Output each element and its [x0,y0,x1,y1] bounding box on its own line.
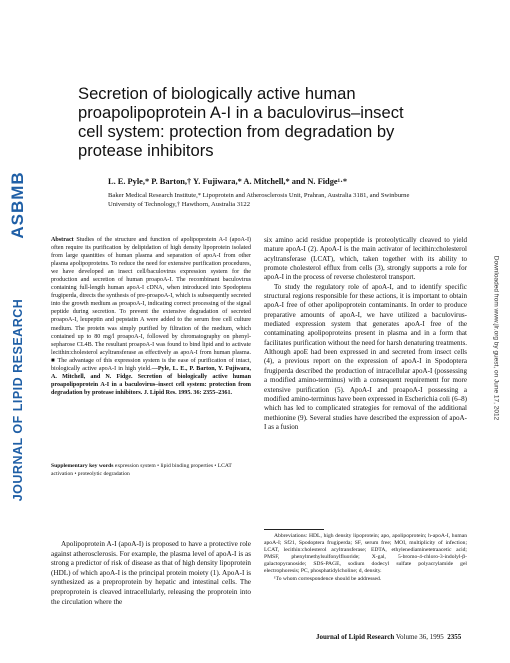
keywords-text: expression system • lipid binding properties • LCAT activation • proteolytic degradation [51,463,232,477]
footer-volume: Volume 36, 1995 [395,633,444,641]
download-watermark: Downloaded from www.jlr.org by guest, on June 17, 2012 [492,255,500,421]
author-list: L. E. Pyle,* P. Barton,† Y. Fujiwara,* A. Mitchell,* and N. Fidge¹·* [108,177,348,186]
abstract-block [51,236,251,397]
intro-text: Apolipoprotein A-I (apoA-I) is proposed to have a protective role against atherosclerosis. For example, the plasma level of apoA-I is as strong a predictor of risk of disease as that of high density lipoprotein (HDL) of which apoA-I is the principal protein moiety (1). ApoA-I is synthesized as a preproprotein by hepatic and intestinal cells. The preproprotein is cleaved intracellularly, releasing the proprotein into the circulation where the [51,540,252,606]
article-title: Secretion of biologically active human proapolipoprotein A-I in a baculovirus–insect cell system: protection from degradation by protease inhibitors [78,84,404,160]
keywords-label: Supplementary key words [51,463,114,469]
right-column [264,236,467,432]
page-number: 2355 [447,633,462,641]
page-footer [316,633,476,641]
keywords-block [51,463,251,478]
author-affiliation: Baker Medical Research Institute,* Lipoprotein and Atherosclerosis Unit, Prahran, Australia 3181, and Swinburne University of Technology,† Hawthorn, Australia 3122 [108,192,410,208]
abstract-label: Abstract [51,237,74,243]
footnotes [264,533,467,583]
intro-paragraph [51,540,251,607]
asbmb-logo: ASBMB [8,171,27,239]
journal-sidebar [0,0,36,663]
right-paragraph-1: six amino acid residue propeptide is proteolytically cleaved to yield mature apoA-I (2). ApoA-I is the main activator of lecithin:cholesterol acyltransferase (LCAT), which, taken together with its ability to promote cholesterol efflux from cells (3), strongly supports a role for apoA-I in the process of reverse cholesterol transport. [264,236,467,282]
footer-journal: Journal of Lipid Research [316,633,395,641]
correspondence-note: ¹To whom correspondence should be addressed. [274,575,382,582]
journal-name-vertical: JOURNAL OF LIPID RESEARCH [11,298,25,502]
abstract-text: Studies of the structure and function of apolipoprotein A-I (apoA-I) often require its purification by delipidation of high density lipoprotein isolated from large quantities of human plasma and separation of apoA-I from other plasma apolipoproteins. To reduce the need for extensive purification procedures, we have developed an insect cell/baculovirus expression system for the production and secretion of human proapoA-I. The recombinant baculovirus containing full-length human apoA-I cDNA, when introduced into Spodoptera frugiperda, directs the synthesis of pre-proapoA-I, which is subsequently secreted into the growth medium as proapoA-I, indicating correct processing of the signal peptide during secretion. To prevent the extensive degradation of secreted proapoA-I, leupeptin and pepstatin A were added to the serum free cell culture medium. The protein was simply purified by filtration of the medium, which contained up to 80 mg/l proapoA-I, followed by chromatography on phenyl-sepharose CL4B. The resultant proapoA-I was found to bind lipid and to activate lecithin:cholesterol acyltransferase as effectively as apoA-I from human plasma. ■ The advantage of this expression system is the ease of purification of intact, biologically active apoA-I in high yield. [51,237,251,372]
footnote-rule [264,529,324,530]
abbreviations-note: Abbreviations: HDL, high density lipoprotein; apo, apolipoprotein; h-apoA-I, human apoA-I; Sf21, Spodoptera frugiperda; SF, serum free; MOI, multiplicity of infection; LCAT, lecithin:cholesterol acyltransferase; EDTA, ethylenediaminetetraacetic acid; PMSF, phenylmethylsulfonylfluoride; X-gal, 5-bromo-4-chloro-3-indolyl-β-galactopyranoside; SDS-PAGE, sodium dodecyl sulfate polyacrylamide gel electrophoresis; PC, phosphatidylcholine; d, density. [264,533,467,575]
abstract-citation: —Pyle, L. E., P. Barton, Y. Fujiwara, A. Mitchell, and N. Fidge. Secretion of biologically active human proapolipoprotein A-I in a baculovirus–insect cell system: protection from degradation by protease inhibitors. J. Lipid Res. 1995. 36: 2355–2361. [51,365,252,396]
right-paragraph-2: To study the regulatory role of apoA-I, and to identify specific structural regions responsible for these actions, it is important to obtain apoA-I free of other apolipoprotein contaminants. In order to produce preparative amounts of apoA-I, we have utilized a baculovirus-mediated expression system that generates apoA-I free of the contaminating apolipoproteins present in plasma and in a form that facilitates purification without the need for harsh denaturing treatments. Although apoE had been expressed in and secreted from insect cells (4), a previous report on the expression of apoA-I in Spodoptera frugiperda described the production of intracellular apoA-I (possessing a modified amino-terminus) with a consequent requirement for more extensive purification (5). ApoA-I and proapoA-I possessing a modified amino-terminus have been expressed in Escherichia coli (6–8) which has led to complicated strategies for removal of the additional methionine (9). Several studies have described the expression of apoA-I as a fusion [264,282,467,431]
